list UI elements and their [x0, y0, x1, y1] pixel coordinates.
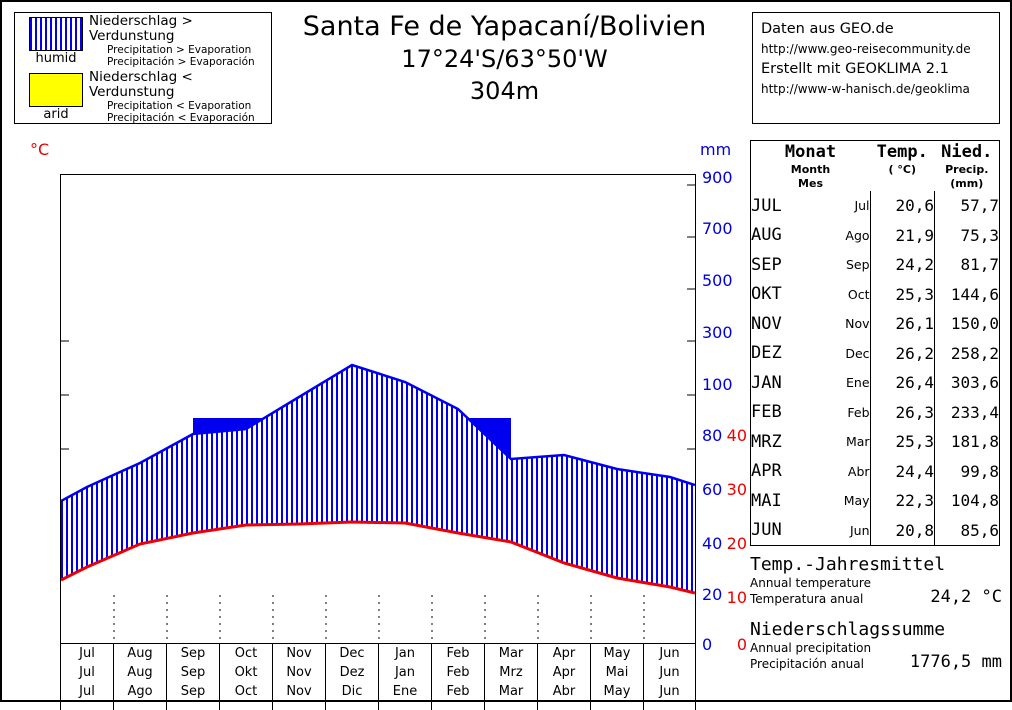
- summary-precip-en: Annual precipitation: [750, 641, 872, 655]
- col-header-temp-unit: ( °C): [888, 163, 916, 176]
- right-tick-100: 100: [702, 375, 733, 394]
- legend-arid-line2: Precipitation < Evaporation: [107, 100, 252, 112]
- chart-area: [2, 132, 747, 699]
- table-row: [751, 309, 999, 339]
- left-tick-0: 0: [736, 635, 747, 654]
- legend-arid-label: arid: [43, 107, 69, 122]
- row-month-en: May: [815, 486, 870, 516]
- row-temp: 25,3: [870, 280, 934, 310]
- summary-temp-en: Annual temperature: [750, 576, 871, 590]
- table-row: [751, 221, 999, 251]
- row-temp: 20,8: [870, 516, 934, 546]
- month-col-aug: [113, 644, 166, 710]
- row-month-de: JAN: [751, 372, 782, 393]
- summary-precipitation: [750, 619, 1002, 672]
- col-header-month-es: Mes: [798, 177, 823, 190]
- row-month-de: AUG: [751, 225, 782, 246]
- row-month-en: Dec: [815, 339, 870, 369]
- month-de: Jan: [394, 646, 416, 661]
- source-link-2[interactable]: http://www-w-hanisch.de/geoklima: [761, 82, 970, 96]
- left-tick-40: 40: [726, 426, 747, 445]
- climate-data-table: [750, 140, 1000, 546]
- row-month-en: Nov: [815, 309, 870, 339]
- source-box: [752, 12, 1000, 124]
- legend-row-arid: [15, 69, 271, 124]
- row-month-de: DEZ: [751, 343, 782, 364]
- row-precip: 85,6: [960, 520, 999, 540]
- row-month-en: Jun: [815, 516, 870, 546]
- month-es: Mar: [498, 684, 524, 699]
- month-de: Oct: [234, 646, 258, 661]
- legend-humid-line3: Precipitación > Evaporación: [107, 56, 255, 68]
- station-name: Santa Fe de Yapacaní/Bolivien: [302, 11, 707, 42]
- col-header-month: [751, 141, 870, 191]
- month-en: Jun: [659, 665, 680, 680]
- row-temp: 26,2: [870, 339, 934, 369]
- month-en: Feb: [446, 665, 470, 680]
- col-header-precip-unit: (mm): [950, 177, 984, 190]
- row-precip: 99,8: [960, 461, 999, 481]
- month-en: Nov: [286, 665, 312, 680]
- col-header-precip-en: Precip.: [945, 163, 989, 176]
- table-row: [751, 339, 999, 369]
- month-col-apr: [537, 644, 590, 710]
- arid-swatch-icon: [29, 73, 83, 107]
- month-es: Jun: [659, 684, 680, 699]
- month-en: Apr: [552, 665, 576, 680]
- month-col-mar: [484, 644, 537, 710]
- legend-humid-label: humid: [35, 51, 77, 66]
- right-tick-0: 0: [702, 635, 713, 654]
- legend-arid-line1: Niederschlag < Verdunstung: [89, 69, 193, 100]
- table-row: [751, 486, 999, 516]
- month-de: Nov: [286, 646, 312, 661]
- right-tick-80: 80: [702, 426, 723, 445]
- row-month-de: JUN: [751, 520, 782, 541]
- row-month-de: MAI: [751, 490, 782, 511]
- month-es: Nov: [286, 684, 312, 699]
- row-month-de: MRZ: [751, 431, 782, 452]
- station-altitude: 304m: [469, 77, 540, 105]
- summary-precip-es: Precipitación anual: [750, 657, 864, 671]
- summary-temperature: [750, 554, 1002, 607]
- left-tick-20: 20: [726, 534, 747, 553]
- row-temp: 22,3: [870, 486, 934, 516]
- month-es: Ago: [127, 684, 153, 699]
- summary-precip-title: Niederschlagssumme: [750, 619, 946, 640]
- month-de: Sep: [180, 646, 206, 661]
- right-tick-300: 300: [702, 323, 733, 342]
- month-col-jul: [60, 644, 113, 710]
- row-temp: 20,6: [870, 191, 934, 221]
- summary-temp-title: Temp.-Jahresmittel: [750, 554, 946, 575]
- legend-arid-text: [89, 70, 269, 124]
- legend-arid-line3: Precipitación < Evaporación: [107, 112, 255, 124]
- right-tick-20: 20: [702, 585, 723, 604]
- month-col-nov: [272, 644, 325, 710]
- month-de: Aug: [127, 646, 153, 661]
- table-row: [751, 280, 999, 310]
- row-precip: 144,6: [950, 284, 999, 304]
- right-tick-60: 60: [702, 480, 723, 499]
- row-temp: 26,3: [870, 398, 934, 428]
- table-row: [751, 516, 999, 546]
- summary-temp-value: 24,2 °C: [930, 587, 1002, 607]
- month-col-jan: [378, 644, 431, 710]
- row-temp: 26,4: [870, 368, 934, 398]
- month-col-oct: [219, 644, 272, 710]
- right-tick-700: 700: [702, 219, 733, 238]
- row-month-en: Jul: [815, 191, 870, 221]
- month-col-may: [590, 644, 643, 710]
- row-month-en: Feb: [815, 398, 870, 428]
- legend-humid-line1: Niederschlag > Verdunstung: [89, 13, 193, 44]
- col-header-month-en: Month: [790, 163, 831, 176]
- source-link-1[interactable]: http://www.geo-reisecommunity.de: [761, 42, 971, 56]
- table-row: [751, 191, 999, 221]
- month-en: Mai: [605, 665, 629, 680]
- month-en: Jul: [79, 665, 95, 680]
- legend-humid-text: [89, 14, 269, 68]
- month-col-dec: [325, 644, 378, 710]
- month-col-feb: [431, 644, 484, 710]
- left-axis-unit: °C: [30, 140, 50, 159]
- month-es: Jul: [79, 684, 95, 699]
- row-precip: 150,0: [950, 314, 999, 334]
- row-month-en: Sep: [815, 250, 870, 280]
- month-es: Sep: [180, 684, 206, 699]
- month-es: Oct: [234, 684, 258, 699]
- summary-panel: [750, 554, 1002, 694]
- month-de: Feb: [446, 646, 470, 661]
- row-temp: 26,1: [870, 309, 934, 339]
- row-month-de: SEP: [751, 254, 782, 275]
- month-en: Sep: [180, 665, 206, 680]
- row-temp: 21,9: [870, 221, 934, 251]
- row-month-de: NOV: [751, 313, 782, 334]
- page-title: [282, 10, 727, 107]
- row-precip: 57,7: [960, 196, 999, 216]
- row-month-en: Oct: [815, 280, 870, 310]
- month-col-jun: [643, 644, 696, 710]
- month-es: Dic: [341, 684, 363, 699]
- humid-hatch-region: [61, 175, 695, 593]
- row-month-en: Abr: [815, 457, 870, 487]
- legend-humid-line2: Precipitation > Evaporation: [107, 44, 252, 56]
- month-de: Dec: [339, 646, 365, 661]
- col-header-temp-label: Temp.: [876, 142, 928, 162]
- table-row: [751, 457, 999, 487]
- month-es: May: [603, 684, 631, 699]
- table-row: [751, 398, 999, 428]
- month-de: Mar: [498, 646, 524, 661]
- row-precip: 104,8: [950, 491, 999, 511]
- table-row: [751, 250, 999, 280]
- row-temp: 24,2: [870, 250, 934, 280]
- month-en: Dez: [339, 665, 365, 680]
- row-month-en: Mar: [815, 427, 870, 457]
- legend-row-humid: [15, 13, 271, 68]
- row-month-de: JUL: [751, 195, 782, 216]
- row-month-en: Ene: [815, 368, 870, 398]
- plot-canvas: [60, 174, 696, 644]
- row-precip: 233,4: [950, 402, 999, 422]
- right-tick-900: 900: [702, 168, 733, 187]
- col-header-precip-label: Nied.: [941, 142, 993, 162]
- left-tick-10: 10: [726, 588, 747, 607]
- month-en: Jan: [394, 665, 416, 680]
- legend-box: [14, 12, 272, 124]
- month-en: Aug: [127, 665, 153, 680]
- table-row: [751, 368, 999, 398]
- month-es: Abr: [552, 684, 576, 699]
- left-tick-30: 30: [726, 480, 747, 499]
- month-col-sep: [166, 644, 219, 710]
- row-precip: 75,3: [960, 225, 999, 245]
- row-month-de: APR: [751, 461, 782, 482]
- row-month-de: OKT: [751, 284, 782, 305]
- col-header-precip: [935, 141, 1000, 191]
- right-tick-500: 500: [702, 271, 733, 290]
- right-axis-unit: mm: [700, 140, 732, 159]
- station-coords: 17°24'S/63°50'W: [401, 45, 608, 73]
- row-month-de: FEB: [751, 402, 782, 423]
- month-de: Jul: [79, 646, 95, 661]
- row-month-en: Ago: [815, 221, 870, 251]
- month-en: Mrz: [499, 665, 523, 680]
- col-header-month-de: Monat: [784, 142, 837, 162]
- source-line-2: Erstellt mit GEOKLIMA 2.1: [761, 61, 949, 77]
- source-line-1: Daten aus GEO.de: [761, 21, 894, 37]
- row-precip: 181,8: [950, 432, 999, 452]
- summary-temp-es: Temperatura anual: [750, 592, 864, 606]
- month-axis: [60, 644, 696, 710]
- month-es: Ene: [392, 684, 418, 699]
- month-de: May: [603, 646, 631, 661]
- row-temp: 24,4: [870, 457, 934, 487]
- row-precip: 81,7: [960, 255, 999, 275]
- table-row: [751, 427, 999, 457]
- col-header-temp: [870, 141, 934, 191]
- month-de: Apr: [552, 646, 576, 661]
- humid-swatch-icon: [29, 17, 83, 51]
- row-temp: 25,3: [870, 427, 934, 457]
- row-precip: 258,2: [950, 343, 999, 363]
- month-en: Okt: [234, 665, 258, 680]
- month-es: Feb: [446, 684, 470, 699]
- row-precip: 303,6: [950, 373, 999, 393]
- summary-precip-value: 1776,5 mm: [909, 652, 1002, 672]
- month-de: Jun: [659, 646, 680, 661]
- right-tick-40: 40: [702, 534, 723, 553]
